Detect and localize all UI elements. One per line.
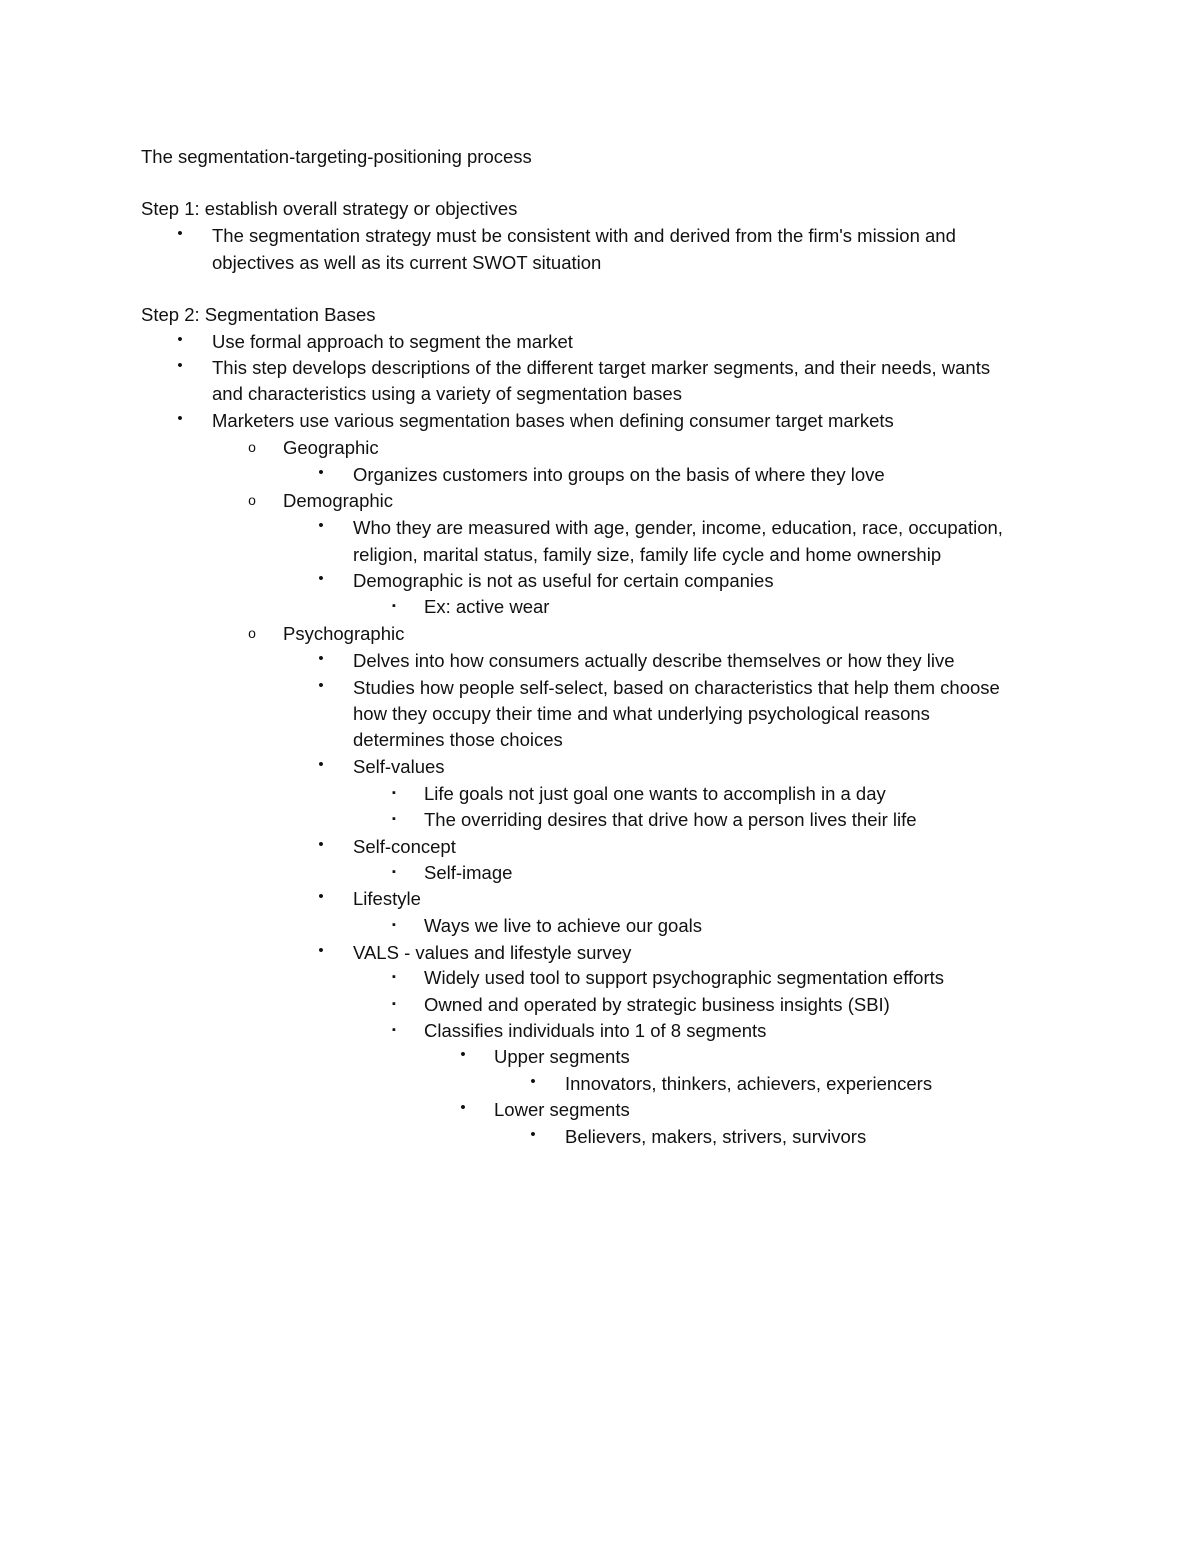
bullet-disc: • [177, 331, 183, 348]
bullet-circle: o [248, 439, 256, 455]
psychographic-item1: Delves into how consumers actually describe themselves or how they live [353, 650, 955, 671]
step1-item1-line1: The segmentation strategy must be consistent with and derived from the firm's mission and [212, 225, 956, 246]
step2-item2-line2: and characteristics using a variety of segmentation bases [212, 383, 682, 404]
bullet-disc: • [318, 836, 324, 853]
self-values-label: Self-values [353, 756, 445, 777]
vals-sub1: Widely used tool to support psychographic segmentation efforts [424, 967, 945, 988]
bullet-disc: • [318, 888, 324, 905]
step2-heading: Step 2: Segmentation Bases [141, 304, 376, 325]
demographic-item2: Demographic is not as useful for certain companies [353, 570, 774, 591]
geographic-label: Geographic [283, 437, 379, 458]
lifestyle-sub1: Ways we live to achieve our goals [424, 915, 702, 936]
vals-upper-label: Upper segments [494, 1046, 630, 1067]
lifestyle-label: Lifestyle [353, 888, 421, 909]
bullet-square: ▪ [392, 787, 396, 799]
bullet-square: ▪ [392, 600, 396, 612]
psychographic-item2-line3: determines those choices [353, 729, 563, 750]
vals-sub2: Owned and operated by strategic business insights (SBI) [424, 994, 890, 1015]
document-title: The segmentation-targeting-positioning process [141, 146, 532, 167]
bullet-square: ▪ [392, 813, 396, 825]
geographic-item1: Organizes customers into groups on the basis of where they love [353, 464, 885, 485]
bullet-square: ▪ [392, 998, 396, 1010]
self-values-sub2: The overriding desires that drive how a person lives their life [424, 809, 917, 830]
psychographic-label: Psychographic [283, 623, 405, 644]
bullet-disc: • [177, 410, 183, 427]
bullet-square: ▪ [392, 919, 396, 931]
bullet-disc: • [177, 357, 183, 374]
bullet-disc: • [460, 1099, 466, 1116]
bullet-disc: • [530, 1073, 536, 1090]
bullet-disc: • [318, 464, 324, 481]
step2-item1: Use formal approach to segment the market [212, 331, 573, 352]
bullet-disc: • [318, 677, 324, 694]
bullet-circle: o [248, 492, 256, 508]
bullet-square: ▪ [392, 971, 396, 983]
demographic-item1-line1: Who they are measured with age, gender, income, education, race, occupation, [353, 517, 1003, 538]
bullet-square: ▪ [392, 866, 396, 878]
psychographic-item2-line1: Studies how people self-select, based on characteristics that help them choose [353, 677, 1000, 698]
bullet-disc: • [177, 225, 183, 242]
self-concept-sub1: Self-image [424, 862, 513, 883]
self-concept-label: Self-concept [353, 836, 456, 857]
psychographic-item2-line2: how they occupy their time and what underlying psychological reasons [353, 703, 930, 724]
demographic-item1-line2: religion, marital status, family size, family life cycle and home ownership [353, 544, 942, 565]
step1-heading: Step 1: establish overall strategy or objectives [141, 198, 518, 219]
vals-label: VALS - values and lifestyle survey [353, 942, 632, 963]
vals-upper-item: Innovators, thinkers, achievers, experiencers [565, 1073, 933, 1094]
self-values-sub1: Life goals not just goal one wants to accomplish in a day [424, 783, 886, 804]
vals-sub3: Classifies individuals into 1 of 8 segments [424, 1020, 767, 1041]
vals-lower-item: Believers, makers, strivers, survivors [565, 1126, 867, 1147]
demographic-label: Demographic [283, 490, 394, 511]
step1-item1-line2: objectives as well as its current SWOT situation [212, 252, 602, 273]
bullet-disc: • [530, 1126, 536, 1143]
bullet-disc: • [318, 650, 324, 667]
bullet-disc: • [318, 517, 324, 534]
step2-item2-line1: This step develops descriptions of the different target marker segments, and their needs, wants [212, 357, 991, 378]
step2-item3: Marketers use various segmentation bases when defining consumer target markets [212, 410, 894, 431]
bullet-disc: • [318, 942, 324, 959]
bullet-square: ▪ [392, 1024, 396, 1036]
bullet-circle: o [248, 625, 256, 641]
vals-lower-label: Lower segments [494, 1099, 630, 1120]
bullet-disc: • [318, 756, 324, 773]
bullet-disc: • [460, 1046, 466, 1063]
demographic-item2-sub1: Ex: active wear [424, 596, 550, 617]
bullet-disc: • [318, 570, 324, 587]
